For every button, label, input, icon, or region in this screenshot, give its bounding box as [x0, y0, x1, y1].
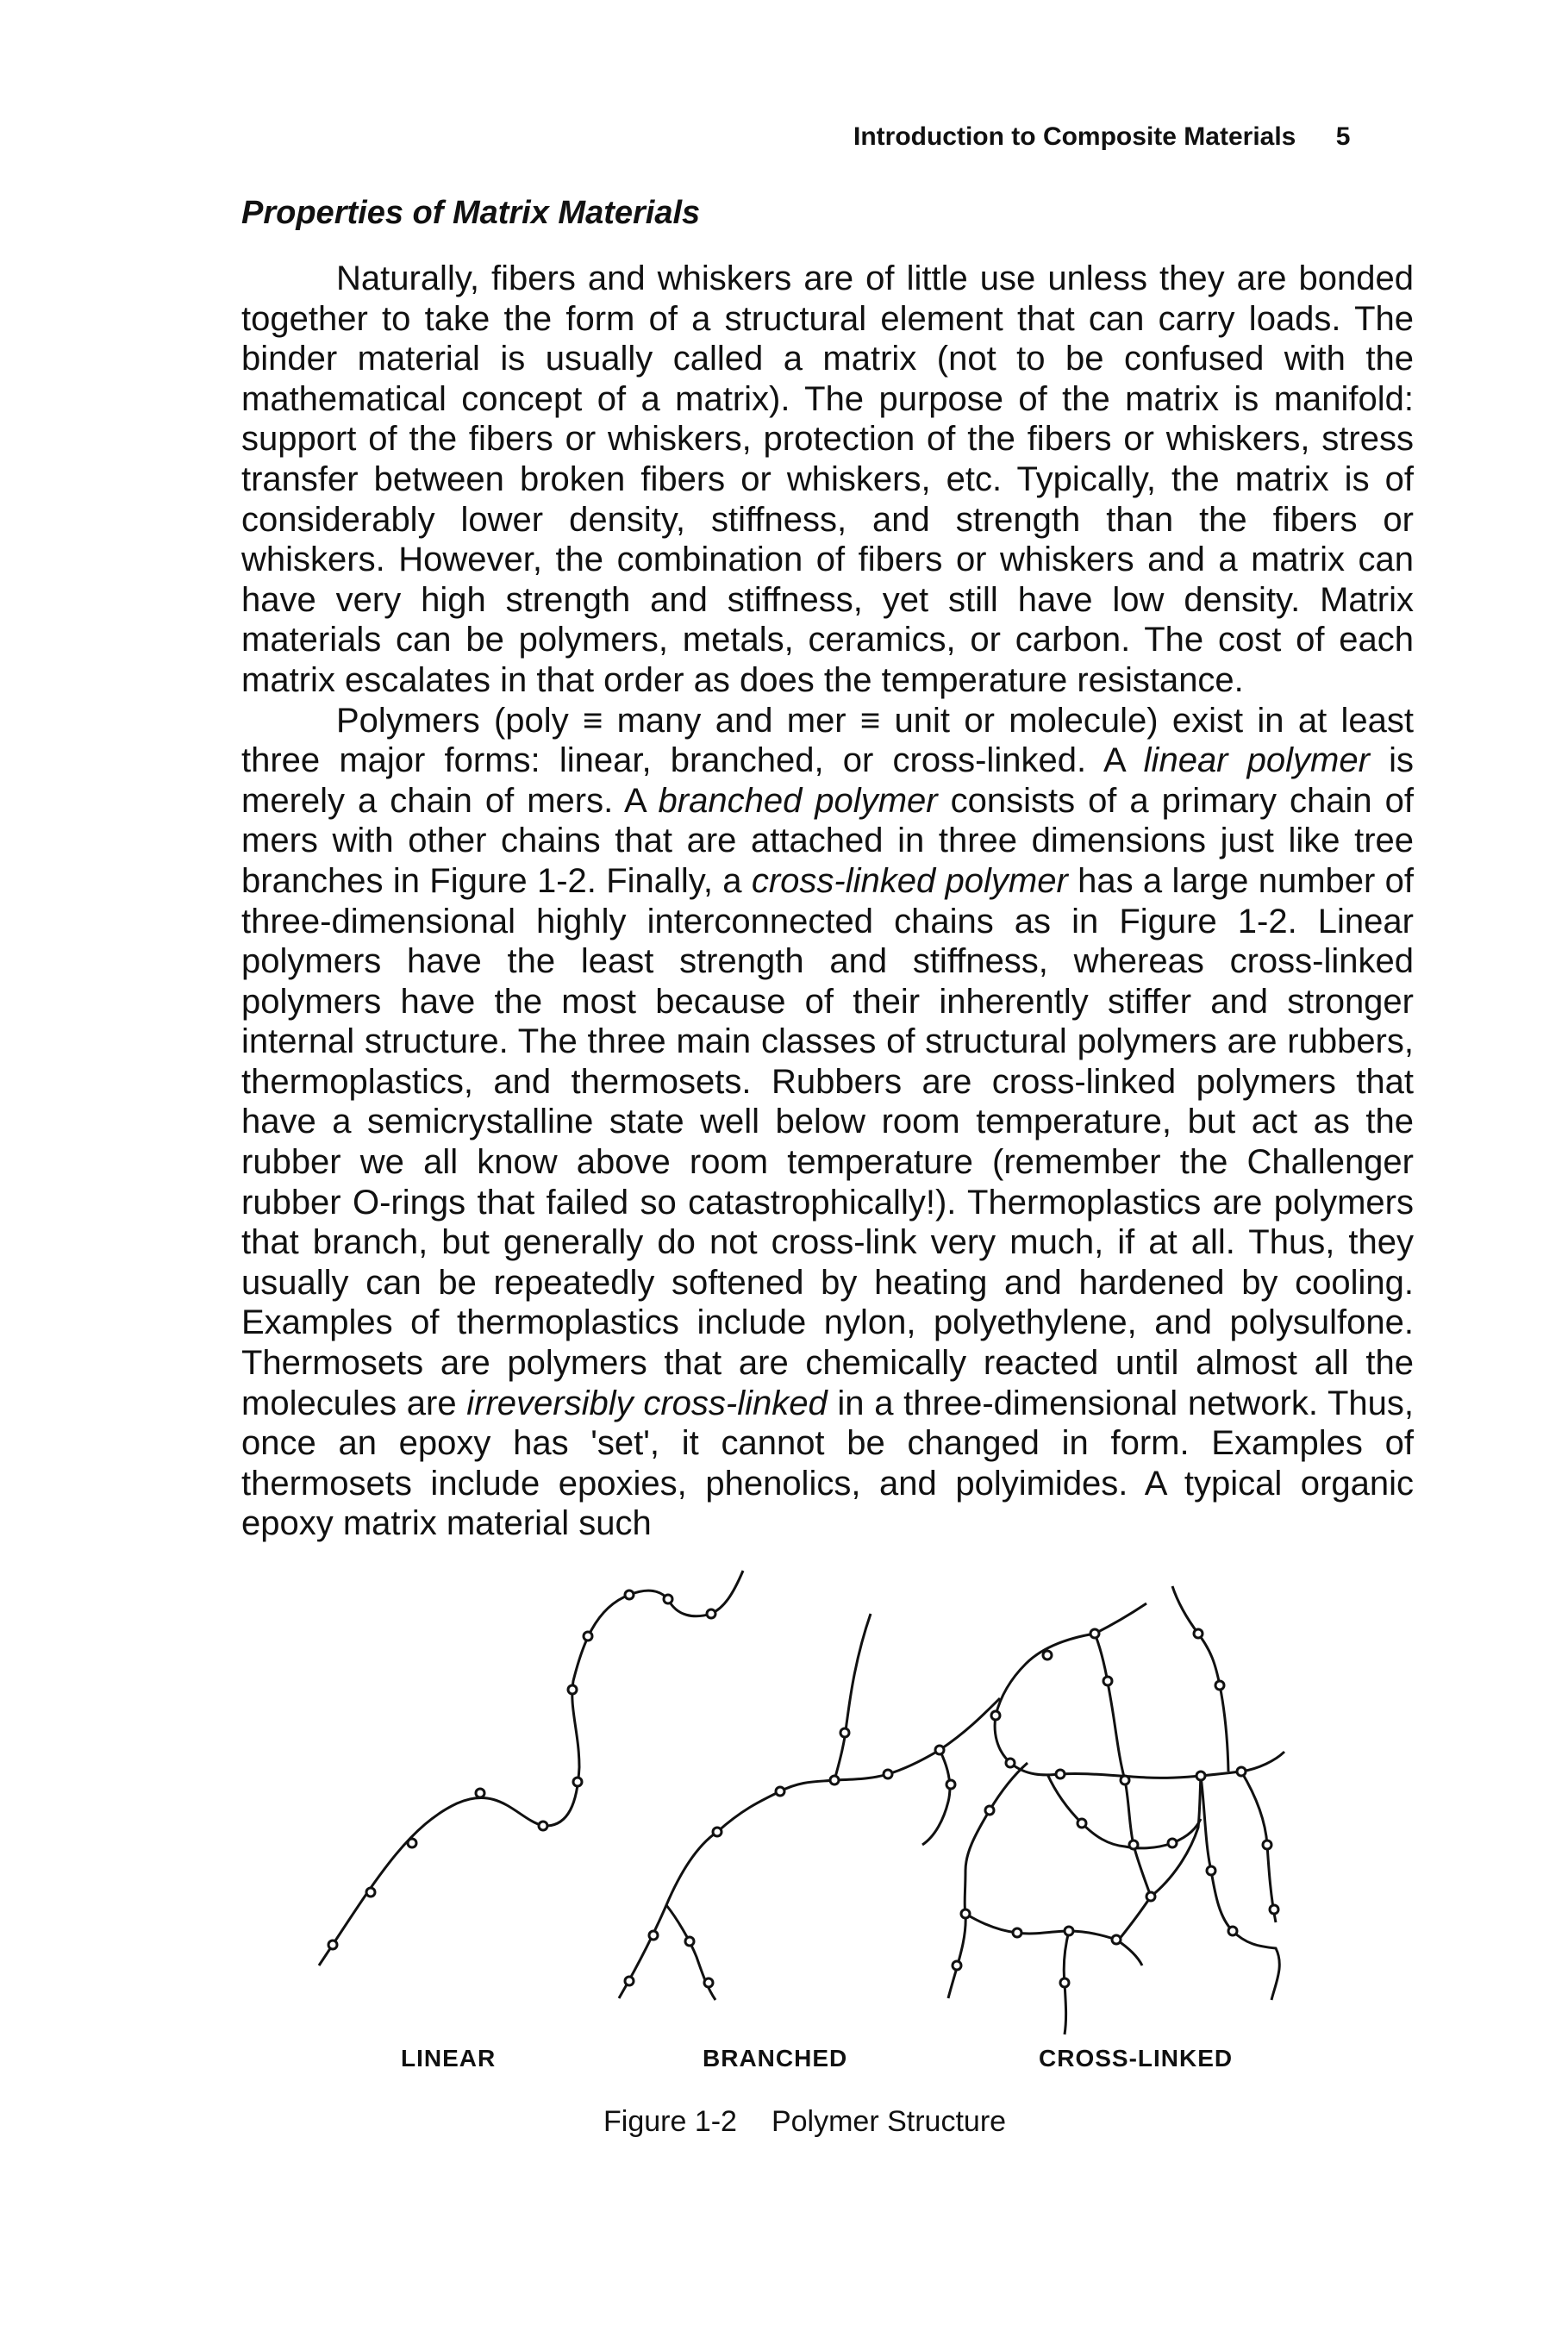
mer-unit — [1060, 1978, 1069, 1987]
crosslink-chain-8 — [1201, 1776, 1279, 2000]
mer-unit — [685, 1937, 694, 1946]
mer-unit — [776, 1787, 784, 1796]
crosslink-chain-11 — [1172, 1586, 1228, 1772]
crosslink-chain-6 — [1119, 1897, 1151, 1940]
label-cross-linked: CROSS-LINKED — [1039, 2045, 1234, 2072]
mer-unit — [1228, 1927, 1237, 1935]
mer-unit — [1013, 1928, 1021, 1937]
paragraph-2-text-c: consists of a primary chain of mers with other chains that are attached in three dimensions just like tree branches in Figure 1-2. Finally, a — [241, 781, 1414, 900]
mer-unit — [1121, 1776, 1129, 1784]
mer-unit — [408, 1839, 416, 1847]
mer-unit — [1043, 1651, 1052, 1659]
mer-unit — [625, 1590, 634, 1599]
polymer-structure-figure — [284, 1569, 1345, 2095]
mer-unit — [584, 1632, 592, 1640]
mer-unit — [539, 1822, 547, 1830]
mer-unit — [935, 1746, 944, 1754]
paragraph-2-text-d: has a large number of three-dimensional highly interconnected chains as in Figure 1-2. Linear polymers have the least strength and stiffness, whereas cross-linked polymers have the most because of their inherently stiffer and stronger internal structure. The three main classes of structural polymers are rubbers, thermoplastics, and thermosets. Rubbers are cross-linked polymers that have a semicrystalline state well below room temperature, but act as the rubber we all know above room temperature (remember the Challenger rubber O-rings that failed so catastrophically!). Thermoplastics are polymers that branch, but generally do not cross-link very much, if at all. Thus, they usually can be repeatedly softened by heating and hardened by cooling. Examples of thermoplastics include nylon, polyethylene, and polysulfone. Thermosets are polymers that are chemically reacted until almost all the molecules are — [241, 861, 1415, 1422]
mer-unit — [1112, 1935, 1121, 1944]
mer-unit — [664, 1595, 672, 1603]
mer-unit — [884, 1770, 892, 1778]
linear-chain — [319, 1571, 743, 1965]
branched-polymer-drawing — [619, 1614, 1000, 2000]
branch-2 — [834, 1614, 871, 1780]
label-branched: BRANCHED — [703, 2045, 848, 2072]
mer-unit — [961, 1909, 970, 1918]
caption-number: Figure 1-2 — [603, 2105, 737, 2138]
paragraph-2 — [241, 701, 1414, 1544]
branch-3 — [922, 1750, 950, 1845]
mer-unit — [1263, 1840, 1271, 1849]
crosslink-chain-2 — [1095, 1634, 1151, 1897]
linear-polymer-drawing — [319, 1571, 743, 1965]
caption-title: Polymer Structure — [771, 2105, 1007, 2138]
paragraph-1: Naturally, fibers and whiskers are of little use unless they are bonded together to take the form of a structural element that can carry loads. The binder material is usually called a matrix (not to be confused with the mathematical concept of a matrix). The purpose of the matrix is manifold: support of the fibers or whiskers, protection of the fibers or whiskers, stress transfer between broken fibers or whiskers, etc. Typically, the matrix is of considerably lower density, stiffness, and strength than the fibers or whiskers. However, the combination of fibers or whiskers and a matrix can have very high strength and stiffness, yet still have low density. Matrix materials can be polymers, metals, ceramics, or carbon. The cost of each matrix escalates in that order as does the temperature resistance. — [241, 259, 1414, 699]
mer-unit — [985, 1806, 994, 1815]
term-irreversibly-cross-linked: irreversibly cross-linked — [466, 1384, 828, 1422]
mer-unit — [1215, 1681, 1224, 1690]
mer-unit — [476, 1789, 484, 1797]
mer-unit — [1207, 1866, 1215, 1875]
mer-unit — [704, 1978, 713, 1987]
section-title: Properties of Matrix Materials — [241, 195, 701, 231]
mer-unit — [1129, 1840, 1138, 1849]
mer-unit — [1006, 1759, 1015, 1767]
term-cross-linked-polymer: cross-linked polymer — [751, 861, 1068, 900]
mer-unit — [946, 1780, 955, 1789]
paragraph-2-text-e: in a three-dimensional network. Thus, once an epoxy has 'set', it cannot be changed in form. Examples of thermosets include epoxies, phenolics, and polyimides. A typical organic epoxy matrix material such — [241, 1384, 1414, 1543]
mer-unit — [625, 1977, 634, 1985]
mer-unit — [649, 1931, 658, 1940]
mer-unit — [568, 1685, 577, 1694]
running-title: Introduction to Composite Materials — [853, 122, 1296, 151]
branched-main-chain — [619, 1698, 1000, 1998]
mer-unit — [953, 1961, 961, 1970]
mer-unit — [830, 1776, 839, 1784]
running-head — [853, 122, 1414, 152]
mer-unit — [1270, 1905, 1278, 1914]
label-linear: LINEAR — [401, 2045, 497, 2072]
mer-unit — [1090, 1629, 1099, 1638]
mer-unit — [713, 1828, 722, 1836]
mer-unit — [1078, 1819, 1086, 1828]
body-text — [241, 259, 1414, 1544]
paragraph-2-text-b: is merely a chain of mers. A — [241, 741, 1415, 820]
mer-unit — [328, 1940, 337, 1949]
mer-unit — [707, 1609, 715, 1618]
crosslink-chain-1 — [995, 1603, 1284, 1778]
figure-caption — [603, 2105, 1086, 2139]
mer-unit — [573, 1778, 582, 1786]
mer-unit — [840, 1728, 849, 1737]
mer-unit — [366, 1888, 375, 1897]
cross-linked-polymer-drawing — [948, 1586, 1284, 2034]
mer-unit — [1056, 1770, 1065, 1778]
mer-unit — [991, 1711, 1000, 1720]
page-number: 5 — [1335, 122, 1351, 151]
mer-unit — [1103, 1677, 1112, 1685]
crosslink-chain-7 — [1151, 1776, 1201, 1897]
term-linear-polymer: linear polymer — [1143, 741, 1370, 780]
term-branched-polymer: branched polymer — [658, 781, 938, 820]
mer-unit — [1168, 1839, 1177, 1847]
polymer-structure-diagram — [284, 1569, 1345, 2052]
mer-unit — [1237, 1767, 1246, 1776]
mer-unit — [1146, 1892, 1155, 1901]
mer-unit — [1194, 1629, 1203, 1638]
mer-unit — [1196, 1772, 1205, 1780]
paragraph-2-text-a: Polymers (poly ≡ many and mer ≡ unit or molecule) exist in at least three major forms: linear, branched, or cross-linked. A — [241, 701, 1414, 780]
mer-unit — [1065, 1927, 1073, 1935]
